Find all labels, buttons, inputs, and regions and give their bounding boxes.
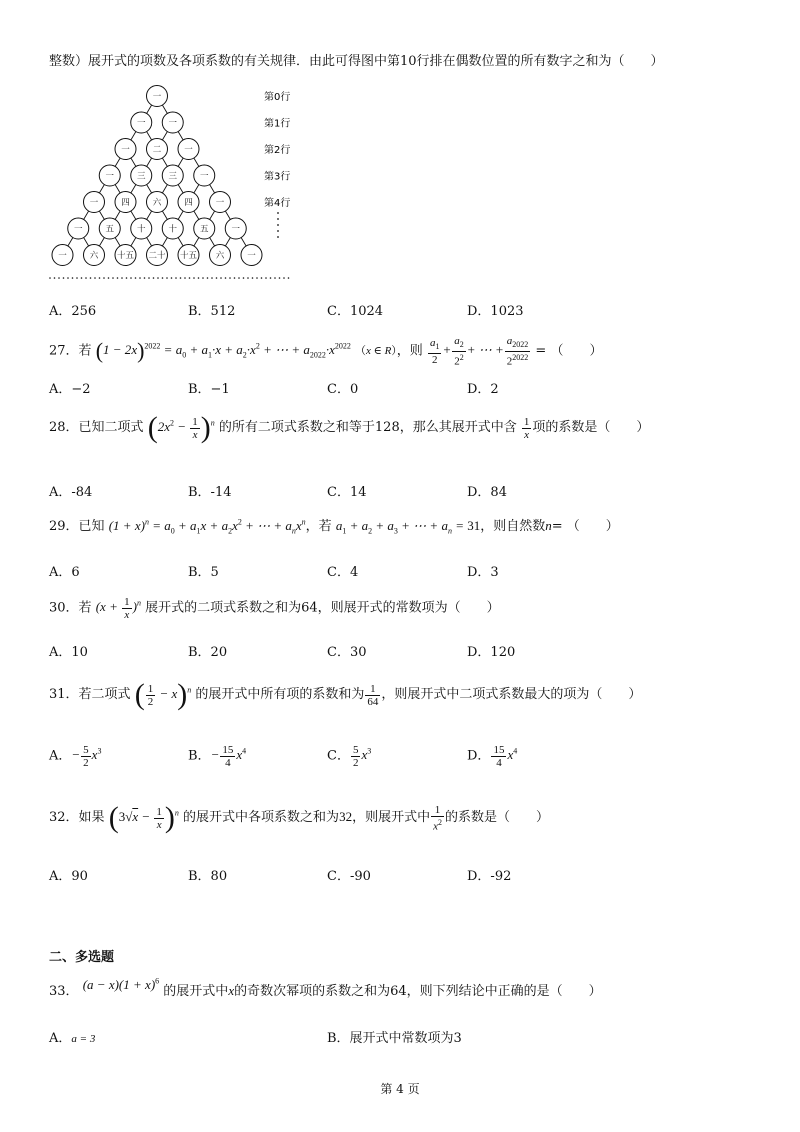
triangle-node-label: 六 [215,251,225,261]
triangle-node [178,139,199,160]
q28-option-d[interactable]: D．84 [467,485,507,500]
q32-option-a[interactable]: A．90 [49,869,88,884]
intro-line: 整数）展开式的项数及各项系数的有关规律．由此可得图中第10行排在偶数位置的所有数字之和为（ ） [49,54,664,69]
triangle-node-label: 一 [58,251,67,261]
triangle-node [99,218,120,239]
ellipsis-dot [135,277,137,279]
q31-option-b-math: − $\frac{15}{4}$ $x^4$ [210,744,247,769]
ellipsis-dot [270,277,272,279]
q32-option-b[interactable]: B．80 [188,869,228,884]
q31-option-d-label: D． [467,748,491,764]
q27-sum-expression: $\frac{a_1}{2}$ + $\frac{a_2}{2^2}$ + ⋯ + $\frac{a_{2022}}{2^{2022}}$ [429,335,529,368]
triangle-node-label: 十 [136,224,146,235]
q32-mid2: ，则展开式中 [352,809,431,825]
triangle-node [147,245,168,266]
ellipsis-dot [166,277,168,279]
ellipsis-dot [288,277,290,279]
q31-option-c-math: $\frac{5}{2}$ $x^3$ [352,744,372,769]
triangle-node [225,218,246,239]
ellipsis-dot [63,277,65,279]
ellipsis-dot [220,277,222,279]
triangle-node [84,245,105,266]
triangle-node [99,165,120,186]
ellipsis-dot [274,277,276,279]
ellipsis-dot [243,277,245,279]
q30-binomial: (x + $\frac{1}{x}$ )$^n$ [95,596,141,621]
triangle-node [131,218,152,239]
ellipsis-dot [256,277,258,279]
q29-n: n [545,518,552,533]
q27-prefix: 若 [78,343,92,359]
ellipsis-dot [207,277,209,279]
q32-mid: 的展开式中各项系数之和为 [183,809,340,825]
triangle-node [210,192,231,213]
ellipsis-dot [121,277,123,279]
ellipsis-dot [85,277,87,279]
q31-prefix: 若二项式 [78,686,131,702]
triangle-node [115,192,136,213]
triangle-node-label: 六 [152,198,162,208]
triangle-node [147,192,168,213]
q26-option-a[interactable]: A．256 [49,304,97,319]
q28-prefix: 已知二项式 [78,419,144,435]
q33-number: 33． [49,984,79,999]
q33-expression: $(a - x)(1 + x)^6$ [82,976,160,992]
triangle-node [147,139,168,160]
triangle-node [68,218,89,239]
triangle-node-label: 十五 [116,251,135,261]
ellipsis-dot [198,277,200,279]
ellipsis-dot [54,277,56,279]
q32-stem [49,803,549,833]
ellipsis-dot [189,277,191,279]
q31-option-a[interactable] [49,744,101,769]
triangle-node-label: 三 [136,171,146,182]
ellipsis-dot [162,277,164,279]
q30-option-c[interactable]: C．30 [327,645,367,660]
q30-option-d[interactable]: D．120 [467,645,516,660]
ellipsis-dot [202,277,204,279]
ellipsis-dot [108,277,110,279]
ellipsis-dot [117,277,119,279]
ellipsis-dot [171,277,173,279]
ellipsis-dot [180,277,182,279]
triangle-row-label: 第1行 [264,118,291,130]
ellipsis-dot [247,277,249,279]
ellipsis-dot [76,277,78,279]
triangle-node [194,165,215,186]
q33-option-a-math: a = 3 [71,1033,96,1045]
q29-end: = （ ） [551,519,619,534]
ellipsis-dot [144,277,146,279]
q27-tail: = （ ） [535,343,603,359]
q27-option-a[interactable]: A．−2 [49,382,91,397]
q28-tail: 项的系数是（ ） [532,419,650,435]
ellipsis-dot [238,277,240,279]
ellipsis-dot [148,277,150,279]
triangle-node-label: 三 [168,171,178,182]
q31-stem [49,680,641,710]
ellipsis-dot [277,236,279,238]
q31-option-b-label: B． [188,748,211,764]
ellipsis-dot [277,224,279,226]
ellipsis-dot [49,277,51,279]
q31-tail: ，则展开式中二项式系数最大的项为（ ） [381,686,642,702]
ellipsis-dot [261,277,263,279]
ellipsis-dot [211,277,213,279]
ellipsis-dot [234,277,236,279]
q31-option-a-math: − $\frac{5}{2}$ $x^3$ [71,744,102,769]
ellipsis-dot [130,277,132,279]
triangle-node [115,245,136,266]
q32-binomial: (3√x − $\frac{1}{x}$ )$^n$ [108,801,179,834]
q29-option-d[interactable]: D．3 [467,565,499,580]
triangle-node-label: 五 [105,224,115,235]
q31-option-b[interactable] [188,744,246,769]
q29-tail: ，则自然数 [480,519,546,534]
triangle-node-label: 一 [199,171,209,182]
triangle-node [162,165,183,186]
triangle-node-label: 一 [215,198,225,208]
triangle-node-label: 一 [136,118,146,129]
q33-option-a[interactable] [49,1027,95,1046]
triangle-node-label: 一 [168,118,178,129]
q29-number: 29． [49,519,79,534]
q26-option-c[interactable]: C．1024 [327,304,384,319]
triangle-node-label: 四 [184,198,193,208]
q32-option-c[interactable]: C．-90 [327,869,371,884]
triangle-node [84,192,105,213]
ellipsis-dot [94,277,96,279]
triangle-node [131,112,152,133]
triangle-node-label: 二 [152,145,162,155]
ellipsis-dot [157,277,159,279]
q32-option-d[interactable]: D．-92 [467,869,512,884]
ellipsis-dot [216,277,218,279]
q29-sum: $a_1 + a_2 + a_3$ + ⋯ + $a_n = 31$ [335,518,481,536]
q27-expansion: $(1 - 2x)^{2022} = a_0 + a_1\cdot x + a_2\cdot x^2$ + ⋯ + $a_{2022}\cdot x^{2022}$ [95,338,351,364]
q32-sum-value: 32 [339,808,353,824]
triangle-row-label: 第0行 [264,92,291,103]
ellipsis-dot [229,277,231,279]
q29-option-a[interactable]: A．6 [49,565,80,580]
q33-mid: 的展开式中 [163,984,229,999]
triangle-node [162,112,183,133]
triangle-row-label: 第3行 [264,171,291,183]
pascal-triangle-figure [40,80,320,285]
q28-term: $\frac{1}{x}$ [523,415,530,441]
q28-option-c[interactable]: C．14 [327,485,367,500]
triangle-node-label: 一 [247,251,256,261]
triangle-node [194,218,215,239]
q33-option-b[interactable]: B．展开式中常数项为3 [327,1031,462,1046]
section-title-multi-choice: 二、多选题 [49,950,115,965]
q29-prefix: 已知 [78,519,105,534]
q28-mid: 的所有二项式系数之和等于128，那么其展开式中含 [218,419,517,435]
triangle-node-label: 四 [121,198,130,208]
q27-option-d[interactable]: D．2 [467,382,499,397]
q28-option-b[interactable]: B．-14 [188,485,232,500]
triangle-node-label: 一 [152,92,162,102]
ellipsis-dot [252,277,254,279]
ellipsis-dot [265,277,267,279]
q32-prefix: 如果 [78,809,105,825]
triangle-node [178,192,199,213]
ellipsis-dot [193,277,195,279]
q27-option-b[interactable]: B．−1 [188,382,230,397]
q31-binomial: ( $\frac{1}{2}$ − x)$^n$ [134,678,192,711]
q27-stem: 27．若 $(1 - 2x)^{2022} = a_0 + a_1\cdot x + a_2\cdot x^2$ + ⋯ + $a_{2022}\cdot x^{2022}$ （x ∈ R），则 $\frac{a_1}{2}$ + $\frac{a_2}{2^2}$ + ⋯ + $\frac{a_{2022}}{2^{2022}}$ = （ ） [49,335,603,368]
q31-option-d-math: $\frac{15}{4}$ $x^4$ [493,744,518,769]
q27-then: ，则 [396,343,423,359]
q29-option-c[interactable]: C．4 [327,565,359,580]
triangle-node-label: 十五 [179,251,198,261]
triangle-node-label: 一 [105,171,115,182]
triangle-node-label: 六 [89,251,99,261]
ellipsis-dot [90,277,92,279]
q31-option-c-label: C． [327,748,350,764]
q28-option-a[interactable]: A．-84 [49,485,93,500]
triangle-row-label: 第2行 [264,145,291,156]
q32-tail: 的系数是（ ） [444,809,549,825]
triangle-node [241,245,262,266]
triangle-row-label: 第4行 [264,198,291,209]
q28-stem [49,413,649,443]
ellipsis-dot [277,230,279,232]
q28-binomial: ($2x^2$ − $\frac{1}{x}$ )$^n$ [147,411,215,444]
q27-condition: x ∈ R [366,345,392,358]
triangle-node-label: 二十 [148,251,166,261]
q33-option-a-label: A． [49,1031,72,1046]
q30-stem [49,596,500,621]
triangle-node-label: 一 [89,198,99,208]
ellipsis-dot [277,212,279,214]
q31-fraction: $\frac{1}{64}$ [367,682,379,708]
q30-number: 30． [49,600,79,616]
page-number: 第 4 页 [380,1082,420,1096]
ellipsis-dot [225,277,227,279]
q33-tail: 的奇数次幂项的系数之和为64，则下列结论中正确的是（ ） [234,984,602,999]
q31-number: 31． [49,686,79,702]
q27-number: 27． [49,343,79,359]
triangle-node-label: 一 [184,145,193,155]
q30-tail: 展开式的二项式系数之和为64，则展开式的常数项为（ ） [145,600,500,616]
q31-mid: 的展开式中所有项的系数和为 [195,686,365,702]
ellipsis-dot [81,277,83,279]
q26-option-d[interactable]: D．1023 [467,304,524,319]
ellipsis-dot [277,218,279,220]
triangle-node [52,245,73,266]
triangle-node-label: 一 [121,145,130,155]
ellipsis-dot [283,277,285,279]
triangle-node [210,245,231,266]
triangle-node-label: 一 [231,224,241,235]
q27-option-c[interactable]: C．0 [327,382,359,397]
q33-x: x [228,983,235,998]
q31-option-a-label: A． [49,748,72,764]
q32-term: $\frac{1}{x^2}$ [433,803,442,833]
ellipsis-dot [58,277,60,279]
ellipsis-dot [126,277,128,279]
triangle-node-label: 一 [73,224,83,235]
q29-option-b[interactable]: B．5 [188,565,219,580]
ellipsis-dot [112,277,114,279]
ellipsis-dot [139,277,141,279]
ellipsis-dot [99,277,101,279]
triangle-node [115,139,136,160]
q32-number: 32． [49,809,79,825]
triangle-node [162,218,183,239]
ellipsis-dot [72,277,74,279]
ellipsis-dot [184,277,186,279]
triangle-node [178,245,199,266]
q29-stem [49,515,619,536]
q30-option-a[interactable]: A．10 [49,645,88,660]
ellipsis-dot [153,277,155,279]
q33-stem [49,976,602,999]
ellipsis-dot [279,277,281,279]
q29-expansion: $(1 + x)^n = a_0 + a_1x + a_2x^2$ + ⋯ + $a_nx^n$ [108,517,306,536]
ellipsis-dot [67,277,69,279]
ellipsis-dot [103,277,105,279]
triangle-node-label: 十 [168,224,178,235]
q29-mid: ，若 [305,519,332,534]
ellipsis-dot [175,277,177,279]
triangle-node [131,165,152,186]
q31-option-d[interactable] [467,744,517,769]
q26-option-b[interactable]: B．512 [188,304,236,319]
q30-prefix: 若 [78,600,92,616]
triangle-node-label: 五 [199,224,209,235]
triangle-node [147,86,168,107]
q31-option-c[interactable] [327,744,371,769]
q30-option-b[interactable]: B．20 [188,645,228,660]
q28-number: 28． [49,419,79,435]
